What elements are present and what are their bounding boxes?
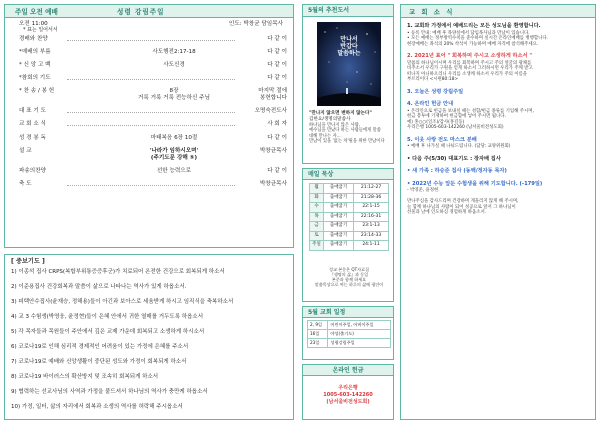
book-header: 5월의 추천도서 [303, 5, 393, 17]
worship-row: * 신 앙 고 백 사도신경 다 같 이 [19, 62, 287, 69]
prayer-item: 10) 가정, 일터, 삶의 자리에서 회복과 소생의 역사를 허락해 주시옵소서 [11, 404, 183, 410]
worship-row: *예배의 부름 사도행전2:17-18 다 같 이 [19, 49, 287, 56]
prayer-item: 1) 이종석 집사 CRPS(복합부위통증증후군)가 치료되어 온전한 건강으로 회복되게 하소서 [11, 269, 225, 275]
worship-header [5, 5, 293, 18]
meditation-row: 토 출애굽기 23:14-33 [310, 231, 389, 241]
worship-row: 성 경 봉 독 마태복음 6장 10절 다 같 이 [19, 134, 287, 141]
meditation-row: 목 출애굽기 22:16-31 [310, 212, 389, 222]
prayer-item: 6) 코로나19로 인해 심리적 경제적인 어려움이 있는 가정에 은혜를 주소서 [11, 344, 189, 350]
news-item: 1. 교회와 가정에서 예배드리는 모든 성도님을 환영합니다. • 등록 안내: 예배 후 목양실에서 담임목사님과 만남이 있습니다. • 모든 예배는 정부방역수칙을 준수하며 실시간 온라인예배를 병행합니다. 현장예배는 좌석의 20% 착석이 가능하며 예배 자격에 참석해주세요. [407, 23, 548, 47]
worship-row: 대 표 기 도 오명숙전도사 [19, 108, 287, 115]
meditation-row: 수 출애굽기 22:1-15 [310, 203, 389, 213]
prayer-list [11, 269, 291, 419]
worship-row: 축 도 박창균목사 [19, 180, 287, 187]
worship-row: *참회의 기도 다 같 이 [19, 75, 287, 82]
prayer-item: 7) 코로나19로 예배와 신앙생활이 중단된 성도와 가정이 회복되게 하소서 [11, 359, 187, 365]
book-title: "만나지 않으면 변하지 않는다" [309, 111, 372, 116]
starry-sky-icon [317, 22, 381, 106]
news-item: 4. 온라인 헌금 안내 • 온라인으로 헌금을 보내실 때는 성함/헌금 종류를 기입해 주시며, 헌금 봉투에 기재하여 헌금함에 넣어 주시면 됩니다. 예) 홍○○(일조)/감사(홍길동) 우리은행 1005-603-142260 (남서울비전성도회) [407, 101, 534, 130]
offering-bank-account: 우리은행 1005-603-142260 (남서울비전성도회) [323, 385, 373, 405]
schedule-row: 2, 9일 어린이주일, 어버이주일 [308, 321, 391, 330]
meditation-row: 주일 출애굽기 24:1-11 [310, 241, 389, 251]
meditation-row: 금 출애굽기 23:1-13 [310, 222, 389, 232]
daily-meditation-header: 매일 묵상 [303, 169, 393, 180]
standing-note: * 표는 일어서서 [23, 27, 58, 33]
book-description: 하나님을 만나지 않은 사람, 예수님을 만났다 하는 사람들에게 말씀 대해 만나는 자... 만남이 있을 '없는 차'필을 위한 만남이다 [309, 123, 385, 145]
worship-row: 설 교 '나라가 임하시오며' (주기도문 강해 ⑤) 박창균목사 [19, 147, 287, 161]
meditation-table [309, 183, 389, 251]
book-author: 김한요/생명의말씀사 [309, 116, 351, 122]
news-item: • 새 가족 : 하승준 집사 (동백/정자동 목자) [407, 168, 507, 174]
news-header: 교 회 소 식 [401, 5, 595, 18]
schedule-header: 5월 교회 일정 [303, 307, 393, 318]
news-item: • 2022년 수능 앞둔 수험생을 위해 기도합니다. (-179일) - 박영준, 윤정현. 만나주심을 감사드리며 건강하며 게을리지 않게 해 주시며, 늘 함께 하나님의 사람이 되어 성공으로 앞서 그 하나님이 선물과 날에 인도하심 경험하게 하옵소서. [407, 180, 543, 215]
news-item: 3. 오늘은 성령 강림주일 [407, 88, 464, 95]
prayer-panel [4, 254, 294, 420]
schedule-row: 16일 야성(출기도) [308, 330, 391, 339]
worship-theme: 성령 강림주일 [117, 8, 165, 16]
worship-row: 파송의찬양 선한 능력으로 다 같 이 [19, 167, 287, 174]
prayer-item: 2) 이준용집사 건강회복과 말씀이 삶으로 나타나는 역사가 있게 하옵소서. [11, 284, 187, 290]
daily-meditation-panel [302, 168, 394, 302]
meditation-row: 화 출애굽기 21:28-36 [310, 193, 389, 203]
offering-header: 온라인 헌금 [303, 365, 393, 376]
prayer-item: 3) 피택안수집사(윤재승, 정해용)들이 아긴과 보아스로 세움받게 하시고 임직식을 축복하소서 [11, 299, 234, 305]
prayer-item: 8) 코로나19 바이러스의 확산방지 및 조속히 회복되게 하소서 [11, 374, 159, 380]
news-item: • 다음 주(5/30) 대표기도 : 장자배 집사 [407, 155, 501, 162]
news-item: 2. 2021년 표어 " 회복하며 주시고 소생하게 하소서 " 말씀의 하나님이시며 우리를 회복하며 주시고 주의 얼굴의 광채를 비추소서 우리가 구원을 얻게 하소서 그러하시면 우리가 주께 받고 떠나지 아니하오리니 우리를 소생케 하소서 우리가 주의 이름을 부르리이다 <시편80:18> [407, 53, 533, 82]
prayer-title: [ 중보기도 ] [11, 258, 45, 265]
church-schedule-panel [302, 306, 394, 360]
worship-leader: 인도: 박창균 담임목사 [228, 21, 283, 27]
prayer-item: 4) 교 3 수험생(박영웅, 윤정현)들이 은혜 안에서 귀한 열매를 거두도록 하옵소서 [11, 314, 204, 320]
worship-row: * 찬 송 / 봉 헌 8장 거룩 거룩 거룩 전능하신 주님 마지막 절에 봉헌합니다 [19, 88, 287, 102]
prayer-item: 9) 협력하는 선교사님의 사역과 가정을 붙드셔서 하나님의 역사가 충만케 하옵소서 [11, 389, 208, 395]
online-offering-panel [302, 364, 394, 420]
book-cover-image [317, 22, 381, 106]
book-panel [302, 4, 394, 164]
prayer-item: 5) 각 목자들과 목원들이 주안에서 깊은 교제 가운데 회복되고 소생하게 하시소서 [11, 329, 205, 335]
schedule-table [307, 320, 391, 348]
book-caption [309, 111, 391, 122]
worship-row: 교 회 소 식 사 회 자 [19, 121, 287, 128]
church-news-panel [400, 4, 596, 420]
news-item: 5. 이웃 사랑 전도 마스크 분배 • 예배 후 나가실 때 나눠드립니다. (담당: 교양위원회) [407, 136, 511, 149]
schedule-row: 23일 성령강림주일 [308, 339, 391, 348]
news-list [407, 23, 591, 222]
meditation-row: 월 출애굽기 21:12-27 [310, 184, 389, 194]
worship-row: 경배와 찬양 다 같 이 [19, 36, 287, 42]
worship-order-panel [4, 4, 294, 248]
worship-time: 오전 11:00 [19, 21, 48, 27]
worship-label: 주일 오전 예배 [15, 8, 58, 16]
worship-order-list [19, 36, 287, 194]
book-cover-title: 만나서 반갑다 말씀하는 [337, 36, 361, 58]
meditation-caption: 성교 본문은 QT자료집 『생명의 삶』과 동일 본문과 함께 하세요 말씀묵상으로 여는 하루의 삶에 평안이 [314, 267, 384, 288]
